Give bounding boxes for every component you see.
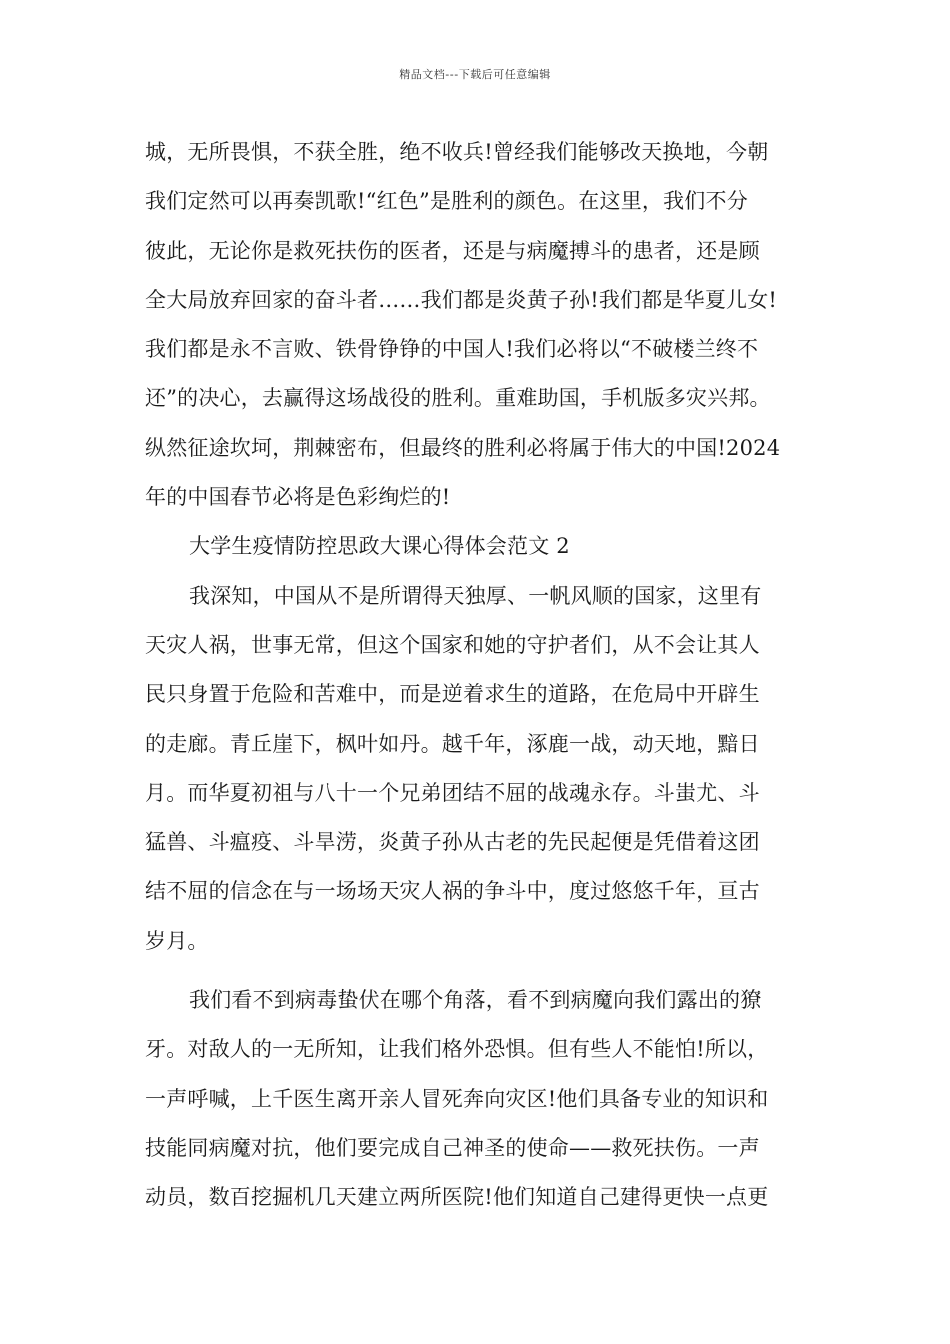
text-line: 岁月。 [145, 928, 209, 953]
page-header: 精品文档---下载后可任意编辑 [399, 68, 551, 81]
text-line: 一声呼喊，上千医生离开亲人冒死奔向灾区!他们具备专业的知识和 [145, 1086, 769, 1111]
text-line: 我们都是永不言败、铁骨铮铮的中国人!我们必将以“不破楼兰终不 [145, 337, 759, 362]
text-line: 牙。对敌人的一无所知，让我们格外恐惧。但有些人不能怕!所以， [145, 1037, 769, 1062]
text-line: 月。而华夏初祖与八十一个兄弟团结不屈的战魂永存。斗蚩尤、斗 [145, 780, 760, 805]
text-line: 的走廊。青丘崖下，枫叶如丹。越千年，涿鹿一战，动天地，黯日 [145, 731, 760, 756]
text-line: 技能同病魔对抗，他们要完成自己神圣的使命——救死扶伤。一声 [145, 1135, 760, 1160]
paragraph-3 [145, 976, 825, 1222]
text-line: 全大局放弃回家的奋斗者……我们都是炎黄子孙!我们都是华夏儿女! [145, 287, 778, 312]
text-line: 还”的决心，去赢得这场战役的胜利。重难助国，手机版多灾兴邦。 [145, 386, 771, 411]
text-line: 动员，数百挖掘机几天建立两所医院!他们知道自己建得更快一点更 [145, 1185, 769, 1210]
text-line: 我们看不到病毒蛰伏在哪个角落，看不到病魔向我们露出的獠 [189, 988, 762, 1013]
text-line: 天灾人祸，世事无常，但这个国家和她的守护者们，从不会让其人 [145, 632, 760, 657]
text-line: 我们定然可以再奏凯歌!“红色”是胜利的颜色。在这里，我们不分 [145, 189, 748, 214]
text-line: 纵然征途坎坷，荆棘密布，但最终的胜利必将属于伟大的中国!2024 [145, 435, 781, 460]
text-line: 我深知，中国从不是所谓得天独厚、一帆风顺的国家，这里有 [189, 583, 762, 608]
document-body [145, 128, 825, 1223]
paragraph-spacer [145, 966, 825, 976]
paragraph-2 [145, 572, 825, 966]
text-line: 民只身置于危险和苦难中，而是逆着求生的道路，在危局中开辟生 [145, 682, 760, 707]
text-line: 年的中国春节必将是色彩绚烂的! [145, 485, 451, 510]
paragraph-1 [145, 128, 825, 522]
text-line: 城，无所畏惧，不获全胜，绝不收兵!曾经我们能够改天换地，今朝 [145, 140, 769, 164]
text-line: 猛兽、斗瘟疫、斗旱涝，炎黄子孙从古老的先民起便是凭借着这团 [145, 830, 760, 855]
section-title: 大学生疫情防控思政大课心得体会范文 2 [189, 534, 570, 559]
text-line: 结不屈的信念在与一场场天灾人祸的争斗中，度过悠悠千年，亘古 [145, 879, 760, 904]
text-line: 彼此，无论你是救死扶伤的医者，还是与病魔搏斗的患者，还是顾 [145, 238, 760, 263]
